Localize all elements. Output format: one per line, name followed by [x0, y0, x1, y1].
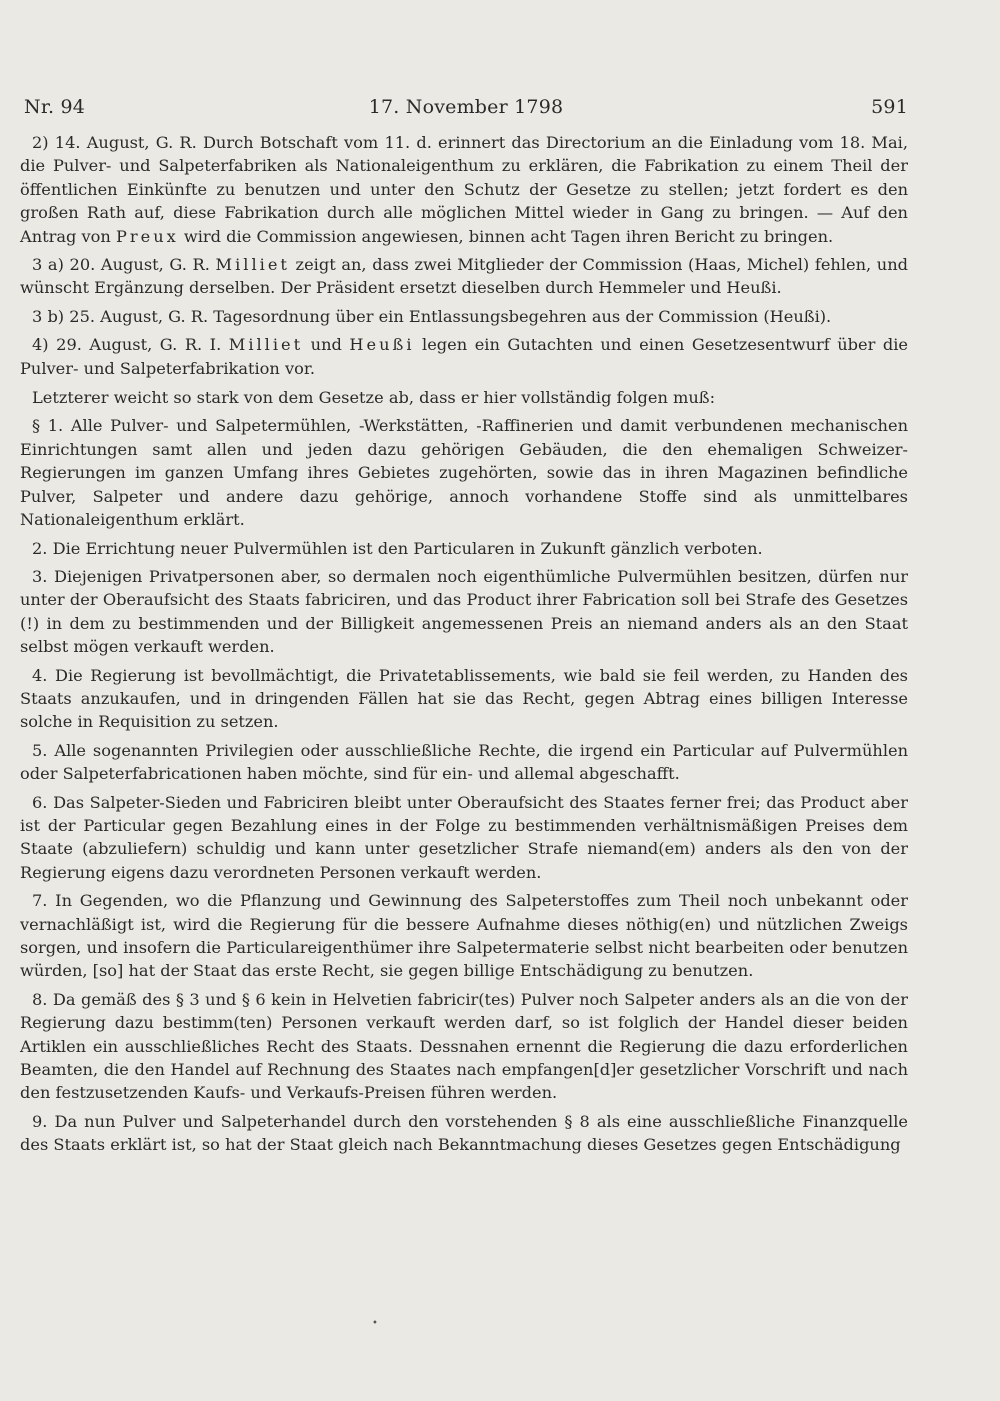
paragraph	[20, 537, 908, 560]
paragraph-text: 3. Diejenigen Privatpersonen aber, so dermalen noch eigenthümliche Pulvermühlen besitzen, dürfen nur unter der Oberaufsicht des Staats fabriciren, und das Product ihrer Fabrication soll bei Strafe des Gesetzes (!) in dem zu bestimmenden und der Billigkeit angemessenen Preis an niemand anders als an den Staat selbst mögen verkauft werden.	[20, 566, 908, 657]
paragraph-text: 7. In Gegenden, wo die Pflanzung und Gewinnung des Salpeterstoffes zum Theil noch unbekannt oder vernachläßigt ist, wird die Regierung für die bessere Aufnahme dieses nöthig(en) und nützlichen Zweigs sorgen, und insofern die Particulareigenthümer ihre Salpetermaterie selbst nicht bearbeiten oder benutzen würden, [so] hat der Staat das erste Recht, sie gegen billige Entschädigung zu benutzen.	[20, 891, 908, 981]
paragraph-text: 2) 14. August, G. R. Durch Botschaft vom 11. d. erinnert das Directorium an die Einladung vom 18. Mai, die Pulver- und Salpeterfabriken als Nationaleigenthum zu erklären, die Fabrikation zu einem Theil der öffentlichen Einkünfte zu benutzen und unter den Schutz der Gesetze zu stellen; jetzt fordert es den großen Rath auf, diese Fabrikation durch alle möglichen Mittel wieder in Gang zu bringen. — Auf den Antrag von	[20, 133, 908, 246]
paragraph	[20, 386, 908, 409]
page-number: 591	[871, 96, 908, 118]
paragraph	[20, 664, 908, 734]
paragraph-text: 3 b) 25. August, G. R. Tagesordnung über ein Entlassungsbegehren aus der Commission (Heußi).	[32, 306, 832, 326]
paragraph	[20, 414, 908, 531]
spaced-name: Milliet	[215, 255, 290, 275]
body-text	[20, 131, 908, 1162]
paragraph-text: 2. Die Errichtung neuer Pulvermühlen ist den Particularen in Zukunft gänzlich verboten.	[32, 538, 763, 558]
page-header	[24, 96, 908, 126]
paragraph-text: und	[303, 335, 350, 355]
document-date: 17. November 1798	[368, 96, 564, 118]
paragraph-text: 3 a) 20. August, G. R.	[32, 255, 216, 275]
paragraph-text: 9. Da nun Pulver und Salpeterhandel durch den vorstehenden § 8 als eine ausschließliche Finanzquelle des Staats erklärt ist, so hat der Staat gleich nach Bekanntmachung dieses Gesetzes gegen Entschädigung	[20, 1111, 908, 1155]
paragraph-text: 8. Da gemäß des § 3 und § 6 kein in Helvetien fabricir(tes) Pulver noch Salpeter anders als an die von der Regierung dazu bestimm(ten) Personen verkauft werden darf, so ist folglich der Handel dieser beiden Artiklen ein ausschließliches Recht des Staats. Dessnahen ernennt die Regierung die dazu erforderlichen Beamten, die den Handel auf Rechnung des Staates nach empfangen[d]er gesetzlicher Vorschrift und nach den festzusetzenden Kaufs- und Verkaufs-Preisen führen werden.	[20, 989, 908, 1103]
paragraph-text: § 1. Alle Pulver- und Salpetermühlen, -Werkstätten, -Raffinerien und damit verbundenen mechanischen Einrichtungen samt allen und jeden dazu gehörigen Gebäuden, die den ehemaligen Schweizer-Regierungen im ganzen Umfang ihres Gebietes zugehörten, sowie das in ihren Magazinen befindliche Pulver, Salpeter und andere dazu gehörige, annoch vorhandene Stoffe sind als unmittelbares Nationaleigenthum erklärt.	[20, 416, 908, 530]
spaced-name: Heußi	[349, 335, 415, 355]
spaced-name: Milliet	[228, 335, 304, 355]
spaced-name: Preux	[115, 226, 179, 246]
paragraph	[20, 253, 908, 300]
footer-mark: •	[372, 1318, 378, 1329]
paragraph	[20, 131, 908, 248]
paragraph-text: Letzterer weicht so stark von dem Gesetze ab, dass er hier vollständig folgen muß:	[32, 388, 716, 408]
paragraph-text: 4) 29. August, G. R. I.	[32, 335, 229, 355]
paragraph	[20, 565, 908, 659]
paragraph	[20, 791, 908, 885]
paragraph-text: 4. Die Regierung ist bevollmächtigt, die Privatetablissements, wie bald sie feil werden, zu Handen des Staats anzukaufen, und in dringenden Fällen hat sie das Recht, gegen Abtrag eines billigen Interesse solche in Requisition zu setzen.	[20, 665, 908, 732]
paragraph	[20, 333, 908, 380]
document-number: Nr. 94	[24, 96, 86, 118]
paragraph-text: wird die Commission angewiesen, binnen acht Tagen ihren Bericht zu bringen.	[178, 226, 834, 246]
paragraph	[20, 988, 908, 1105]
paragraph-text: 5. Alle sogenannten Privilegien oder ausschließliche Rechte, die irgend ein Particular auf Pulvermühlen oder Salpeterfabricationen haben möchte, sind für ein- und allemal abgeschafft.	[20, 740, 908, 784]
paragraph	[20, 889, 908, 983]
paragraph	[20, 1110, 908, 1157]
paragraph	[20, 305, 908, 328]
paragraph	[20, 739, 908, 786]
paragraph-text: zeigt an, dass zwei Mitglieder der Commission (Haas, Michel) fehlen, und wünscht Ergänzung derselben. Der Präsident ersetzt dieselben durch Hemmeler und Heußi.	[20, 255, 909, 298]
paragraph-text: 6. Das Salpeter-Sieden und Fabriciren bleibt unter Oberaufsicht des Staates ferner frei; das Product aber ist der Particular gegen Bezahlung eines in der Folge zu bestimmenden verhältnismäßigen Preises dem Staate (abzuliefern) schuldig und kann unter gesetzlicher Strafe niemand(em) anders als den von der Regierung eigens dazu verordneten Personen verkauft werden.	[20, 792, 908, 882]
paragraph-text: legen ein Gutachten und einen Gesetzesentwurf über die Pulver- und Salpeterfabrikation vor.	[20, 335, 908, 378]
